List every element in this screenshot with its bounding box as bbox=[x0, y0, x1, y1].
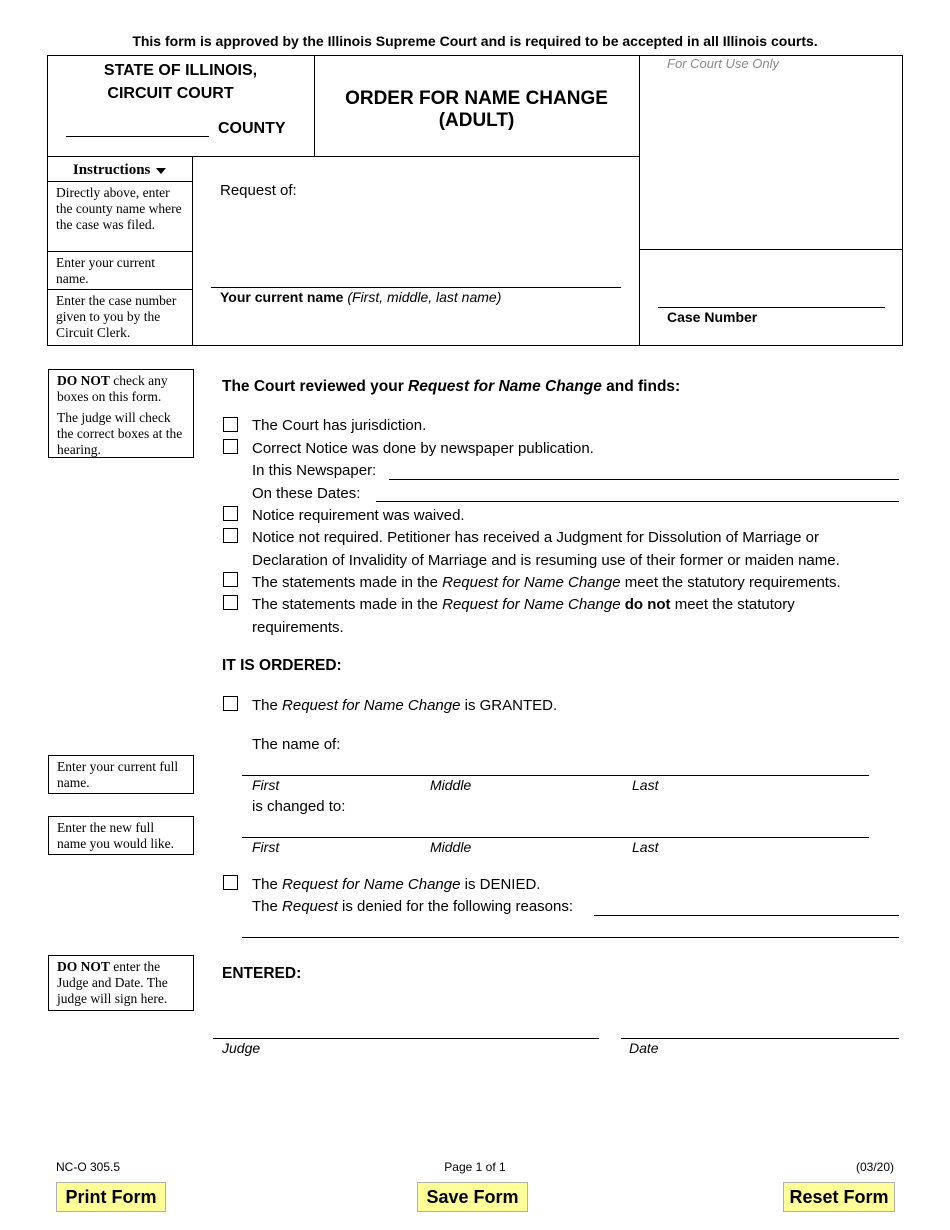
county-label: COUNTY bbox=[218, 120, 286, 137]
dates-label: On these Dates: bbox=[252, 485, 361, 502]
granted-pre: The bbox=[252, 697, 283, 714]
notice-newspaper-text: Correct Notice was done by newspaper publication. bbox=[252, 440, 594, 457]
granted-text bbox=[252, 697, 557, 714]
do-not-check-text bbox=[57, 373, 185, 405]
denied-post: is DENIED. bbox=[460, 876, 541, 893]
do-not-rest: check any boxes on this form. bbox=[57, 373, 168, 404]
instructions-text: Instructions bbox=[72, 162, 151, 178]
current-name-hint: (First, middle, last name) bbox=[347, 289, 502, 305]
jurisdiction-checkbox[interactable] bbox=[223, 417, 238, 432]
notmeet-pre: The statements made in the bbox=[252, 596, 443, 613]
reasons-italic: Request bbox=[282, 898, 338, 915]
do-not2-rest: enter the Judge and Date. The judge will sign here. bbox=[57, 959, 168, 1006]
denied-pre: The bbox=[252, 876, 283, 893]
do-not-bold: DO NOT bbox=[57, 373, 110, 388]
instr-case: Enter the case number given to you by the Circuit Clerk. bbox=[56, 293, 177, 340]
not-meet-requirements-text bbox=[252, 596, 795, 613]
findings-heading-pre: The Court reviewed your bbox=[222, 378, 409, 395]
reasons-input[interactable] bbox=[594, 915, 899, 916]
save-form-button[interactable]: Save Form bbox=[417, 1182, 528, 1212]
current-name-bold: Your current name bbox=[220, 289, 344, 305]
judge-check-text: The judge will check the correct boxes at the hearing. bbox=[57, 410, 183, 457]
form-code: NC-O 305.5 bbox=[56, 1160, 121, 1174]
title-line-2: (ADULT) bbox=[438, 110, 515, 131]
caret-down-icon bbox=[156, 168, 166, 174]
approval-notice: This form is approved by the Illinois Supreme Court and is required to be accepted in all Illinois courts. bbox=[132, 33, 818, 49]
current-middle-caption: Middle bbox=[430, 777, 472, 793]
divider bbox=[47, 289, 192, 290]
meet-requirements-text bbox=[252, 574, 841, 591]
do-not2-bold: DO NOT bbox=[57, 959, 110, 974]
granted-post: is GRANTED. bbox=[460, 697, 558, 714]
print-form-button[interactable]: Print Form bbox=[56, 1182, 166, 1212]
divider bbox=[47, 251, 192, 252]
divider bbox=[639, 249, 903, 250]
divider bbox=[639, 55, 640, 346]
date-caption: Date bbox=[629, 1040, 659, 1056]
dates-input[interactable] bbox=[376, 501, 899, 502]
denied-checkbox[interactable] bbox=[223, 875, 238, 890]
instr-name: Enter your current name. bbox=[56, 255, 155, 286]
request-of-label: Request of: bbox=[220, 182, 297, 199]
entered-heading: ENTERED: bbox=[222, 965, 302, 982]
order-heading: IT IS ORDERED: bbox=[222, 657, 342, 674]
case-number-input[interactable] bbox=[658, 307, 885, 308]
court-label: CIRCUIT COURT bbox=[107, 85, 234, 102]
judge-caption: Judge bbox=[222, 1040, 261, 1056]
not-required-checkbox[interactable] bbox=[223, 528, 238, 543]
reasons-post: is denied for the following reasons: bbox=[337, 898, 574, 915]
changed-to-label: is changed to: bbox=[252, 798, 346, 815]
divider bbox=[47, 156, 639, 157]
divider bbox=[47, 181, 192, 182]
waived-text: Notice requirement was waived. bbox=[252, 507, 465, 524]
not-required-line1: Notice not required. Petitioner has received a Judgment for Dissolution of Marriage or bbox=[252, 529, 819, 546]
new-first-caption: First bbox=[252, 839, 280, 855]
current-name-input[interactable] bbox=[211, 287, 621, 288]
denied-italic: Request for Name Change bbox=[282, 876, 461, 893]
meet-post: meet the statutory requirements. bbox=[620, 574, 841, 591]
reasons-input-line2[interactable] bbox=[242, 937, 899, 938]
county-input[interactable] bbox=[66, 136, 209, 137]
reasons-text bbox=[252, 898, 573, 915]
page-number: Page 1 of 1 bbox=[444, 1160, 506, 1174]
findings-heading-post: and finds: bbox=[601, 378, 681, 395]
notice-newspaper-checkbox[interactable] bbox=[223, 439, 238, 454]
date-input[interactable] bbox=[621, 1038, 899, 1039]
case-number-label: Case Number bbox=[667, 309, 758, 325]
findings-heading bbox=[222, 378, 680, 396]
meet-pre: The statements made in the bbox=[252, 574, 443, 591]
current-name-caption bbox=[220, 289, 501, 305]
current-first-caption: First bbox=[252, 777, 280, 793]
current-last-caption: Last bbox=[632, 777, 659, 793]
title-line-1: ORDER FOR NAME CHANGE bbox=[345, 88, 608, 109]
new-full-name-input[interactable] bbox=[242, 837, 869, 838]
granted-italic: Request for Name Change bbox=[282, 697, 461, 714]
notmeet-italic: Request for Name Change bbox=[442, 596, 621, 613]
waived-checkbox[interactable] bbox=[223, 506, 238, 521]
findings-heading-italic: Request for Name Change bbox=[408, 378, 602, 395]
court-use-label: For Court Use Only bbox=[667, 56, 779, 71]
judge-signature-input[interactable] bbox=[213, 1038, 599, 1039]
reasons-pre: The bbox=[252, 898, 283, 915]
jurisdiction-text: The Court has jurisdiction. bbox=[252, 417, 427, 434]
not-meet-requirements-line2: requirements. bbox=[252, 619, 344, 636]
enter-new-box: Enter the new full name you would like. bbox=[48, 816, 194, 855]
instr-county: Directly above, enter the county name where the case was filed. bbox=[56, 185, 182, 232]
denied-text bbox=[252, 876, 540, 893]
newspaper-input[interactable] bbox=[389, 479, 899, 480]
divider bbox=[192, 156, 193, 346]
notmeet-post: meet the statutory bbox=[670, 596, 795, 613]
do-not-check-box bbox=[48, 369, 194, 458]
new-middle-caption: Middle bbox=[430, 839, 472, 855]
not-meet-requirements-checkbox[interactable] bbox=[223, 595, 238, 610]
newspaper-label: In this Newspaper: bbox=[252, 462, 377, 479]
meet-requirements-checkbox[interactable] bbox=[223, 572, 238, 587]
state-label: STATE OF ILLINOIS, bbox=[103, 62, 258, 79]
enter-current-box: Enter your current full name. bbox=[48, 755, 194, 794]
name-of-label: The name of: bbox=[252, 736, 341, 753]
new-last-caption: Last bbox=[632, 839, 659, 855]
instructions-label bbox=[47, 162, 192, 179]
do-not-enter-box bbox=[48, 955, 194, 1011]
notmeet-bold: do not bbox=[624, 596, 671, 613]
not-required-line2: Declaration of Invalidity of Marriage and is resuming use of their former or maiden name. bbox=[252, 552, 840, 569]
revision-date: (03/20) bbox=[855, 1160, 894, 1174]
meet-italic: Request for Name Change bbox=[442, 574, 621, 591]
current-full-name-input[interactable] bbox=[242, 775, 869, 776]
reset-form-button[interactable]: Reset Form bbox=[783, 1182, 895, 1212]
form-title bbox=[314, 88, 639, 132]
granted-checkbox[interactable] bbox=[223, 696, 238, 711]
